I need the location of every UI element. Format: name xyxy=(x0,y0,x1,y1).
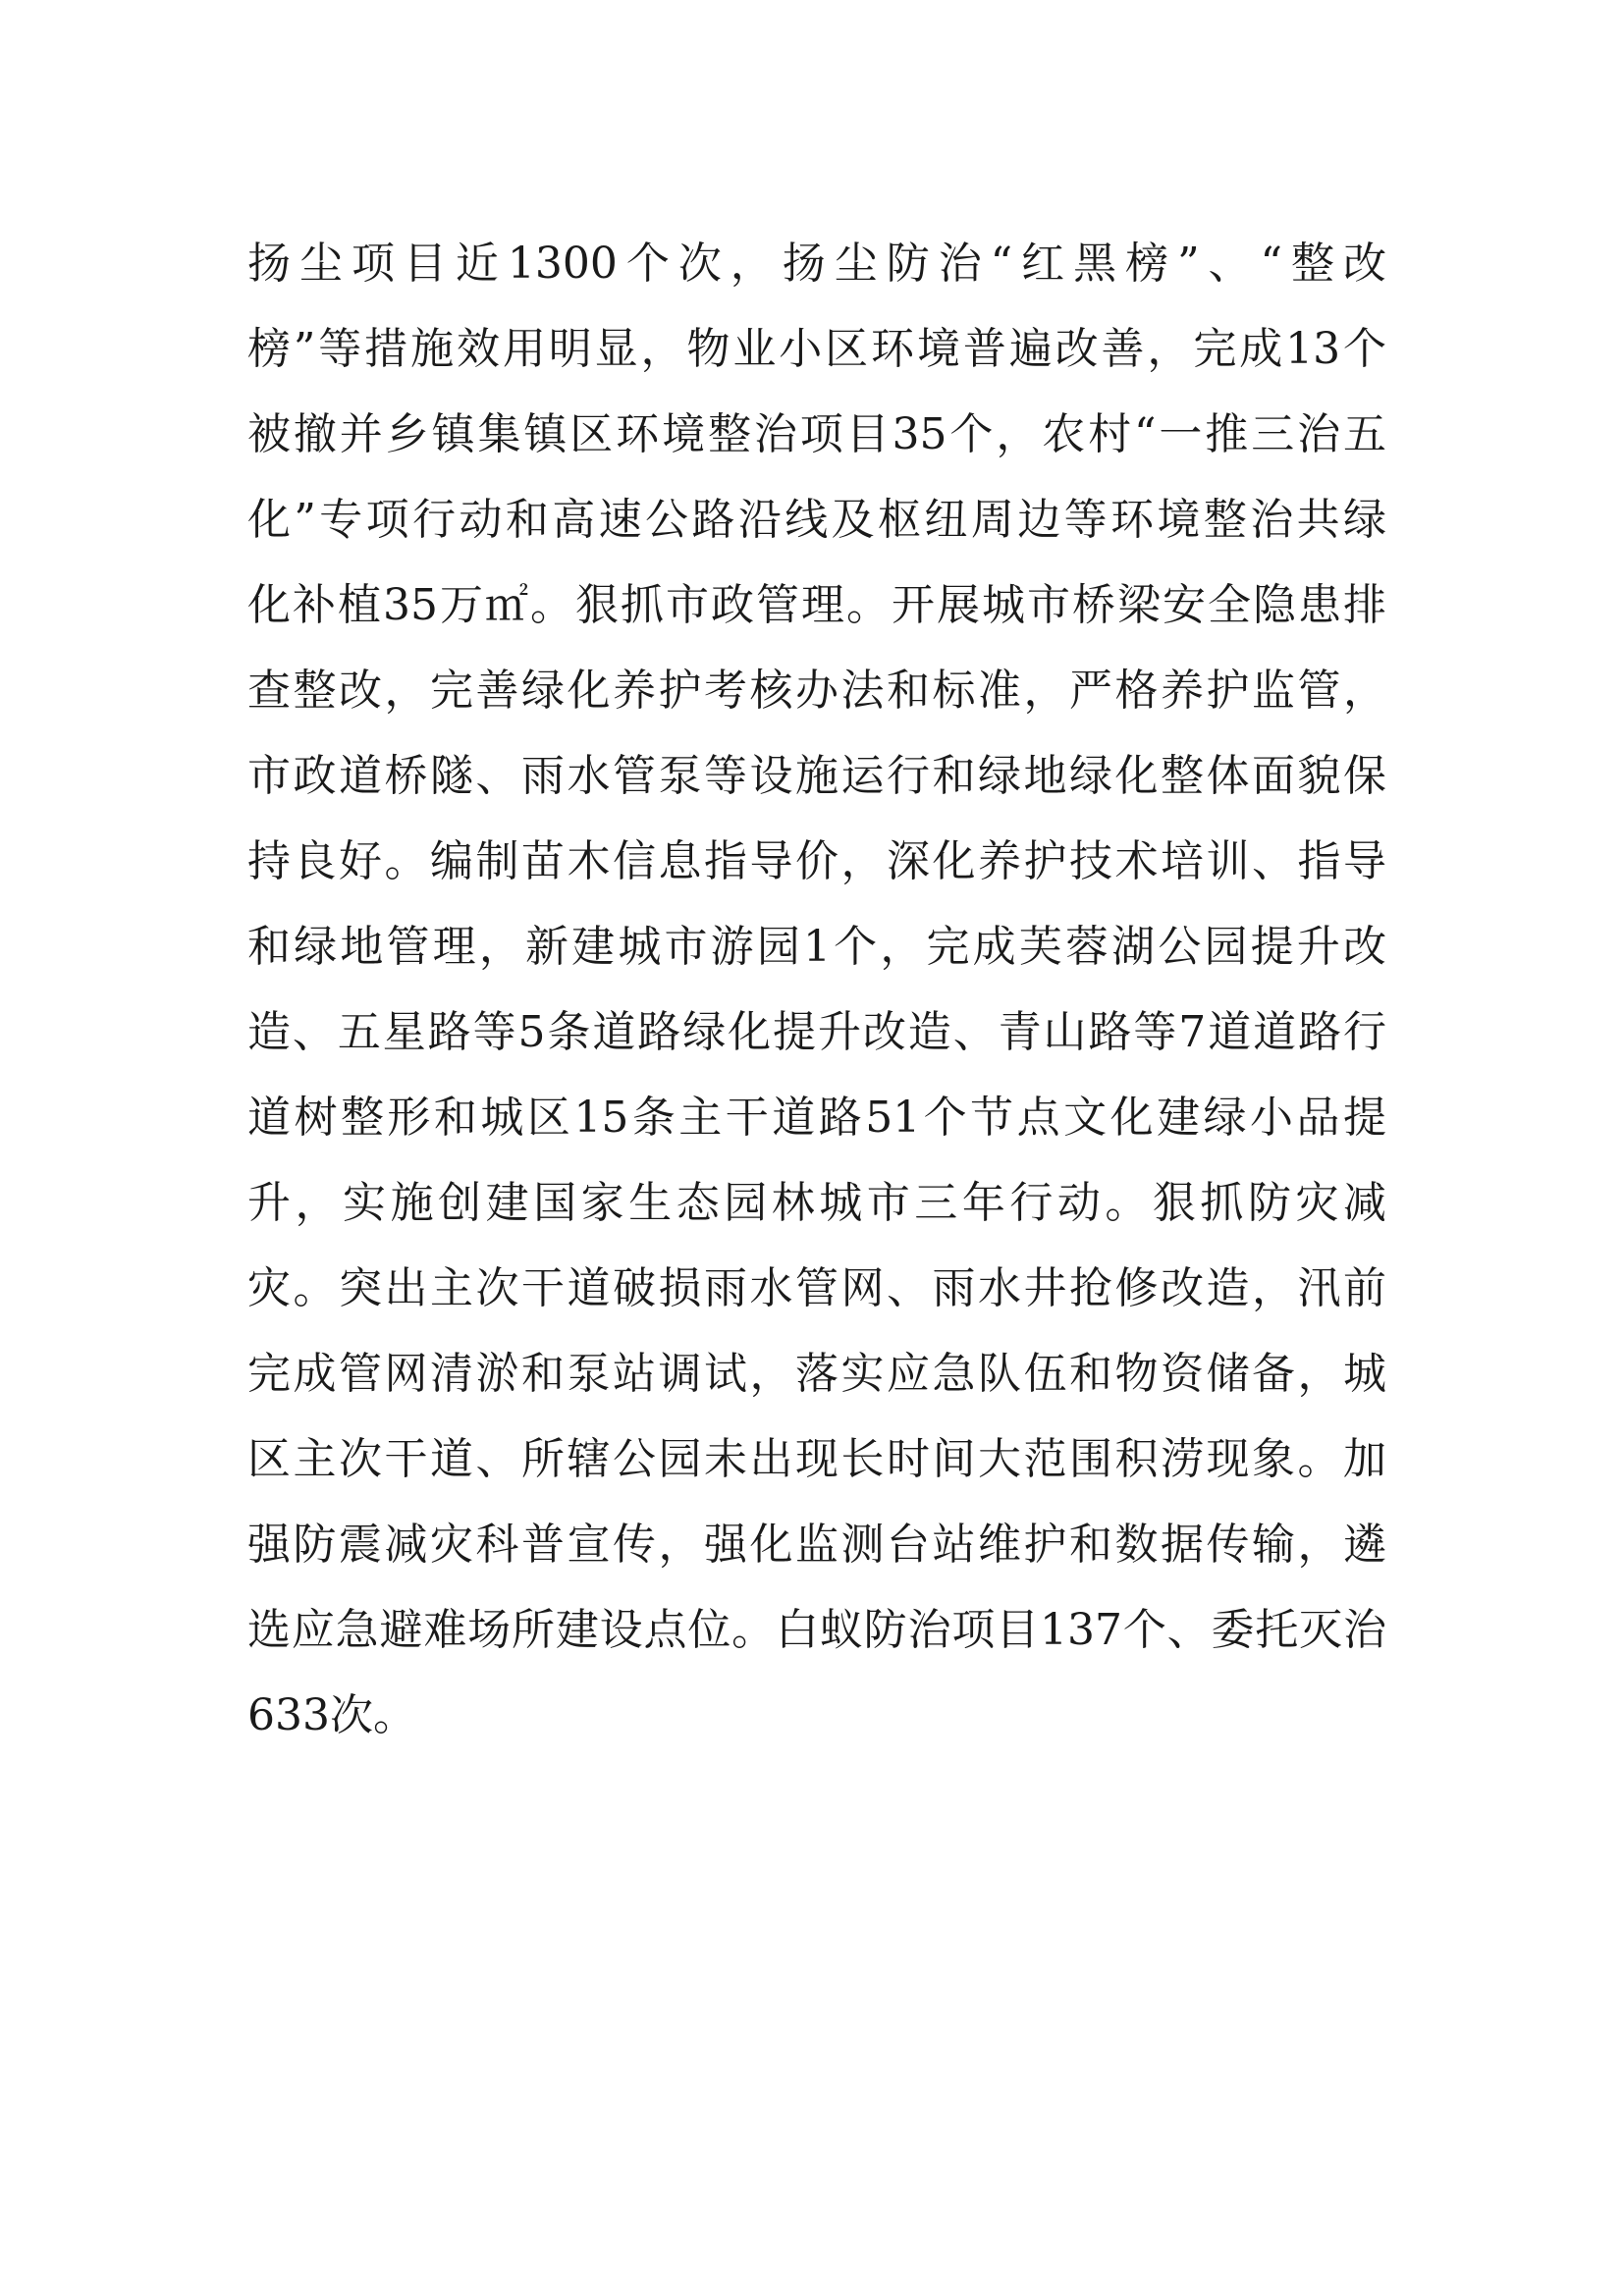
text-line-11: 道树整形和城区15条主干道路51个节点文化建绿小品提 xyxy=(247,1093,1386,1143)
text-line-18: 633次。 xyxy=(247,1690,416,1740)
text-line-8: 持良好。编制苗木信息指导价，深化养护技术培训、指导 xyxy=(247,836,1386,886)
text-line-5: 化补植35万㎡。狠抓市政管理。开展城市桥梁安全隐患排 xyxy=(247,580,1386,630)
text-line-1: 扬尘项目近1300个次，扬尘防治“红黑榜”、“整改 xyxy=(247,239,1386,289)
text-line-3: 被撤并乡镇集镇区环境整治项目35个，农村“一推三治五 xyxy=(247,409,1386,459)
body-paragraph xyxy=(247,221,1386,1758)
text-line-14: 完成管网清淤和泵站调试，落实应急队伍和物资储备，城 xyxy=(247,1349,1386,1399)
text-line-6: 查整改，完善绿化养护考核办法和标准，严格养护监管， xyxy=(247,666,1386,716)
text-line-12: 升，实施创建国家生态园林城市三年行动。狠抓防灾减 xyxy=(247,1178,1386,1228)
text-line-17: 选应急避难场所建设点位。白蚁防治项目137个、委托灭治 xyxy=(247,1605,1386,1655)
text-line-10: 造、五星路等5条道路绿化提升改造、青山路等7道道路行 xyxy=(247,1007,1386,1057)
text-line-4: 化”专项行动和高速公路沿线及枢纽周边等环境整治共绿 xyxy=(247,495,1386,545)
text-line-13: 灾。突出主次干道破损雨水管网、雨水井抢修改造，汛前 xyxy=(247,1263,1386,1313)
text-line-7: 市政道桥隧、雨水管泵等设施运行和绿地绿化整体面貌保 xyxy=(247,751,1386,801)
text-line-16: 强防震减灾科普宣传，强化监测台站维护和数据传输，遴 xyxy=(247,1520,1386,1570)
text-line-9: 和绿地管理，新建城市游园1个，完成芙蓉湖公园提升改 xyxy=(247,922,1386,972)
text-line-15: 区主次干道、所辖公园未出现长时间大范围积涝现象。加 xyxy=(247,1434,1386,1484)
text-line-2: 榜”等措施效用明显，物业小区环境普遍改善，完成13个 xyxy=(247,324,1386,374)
